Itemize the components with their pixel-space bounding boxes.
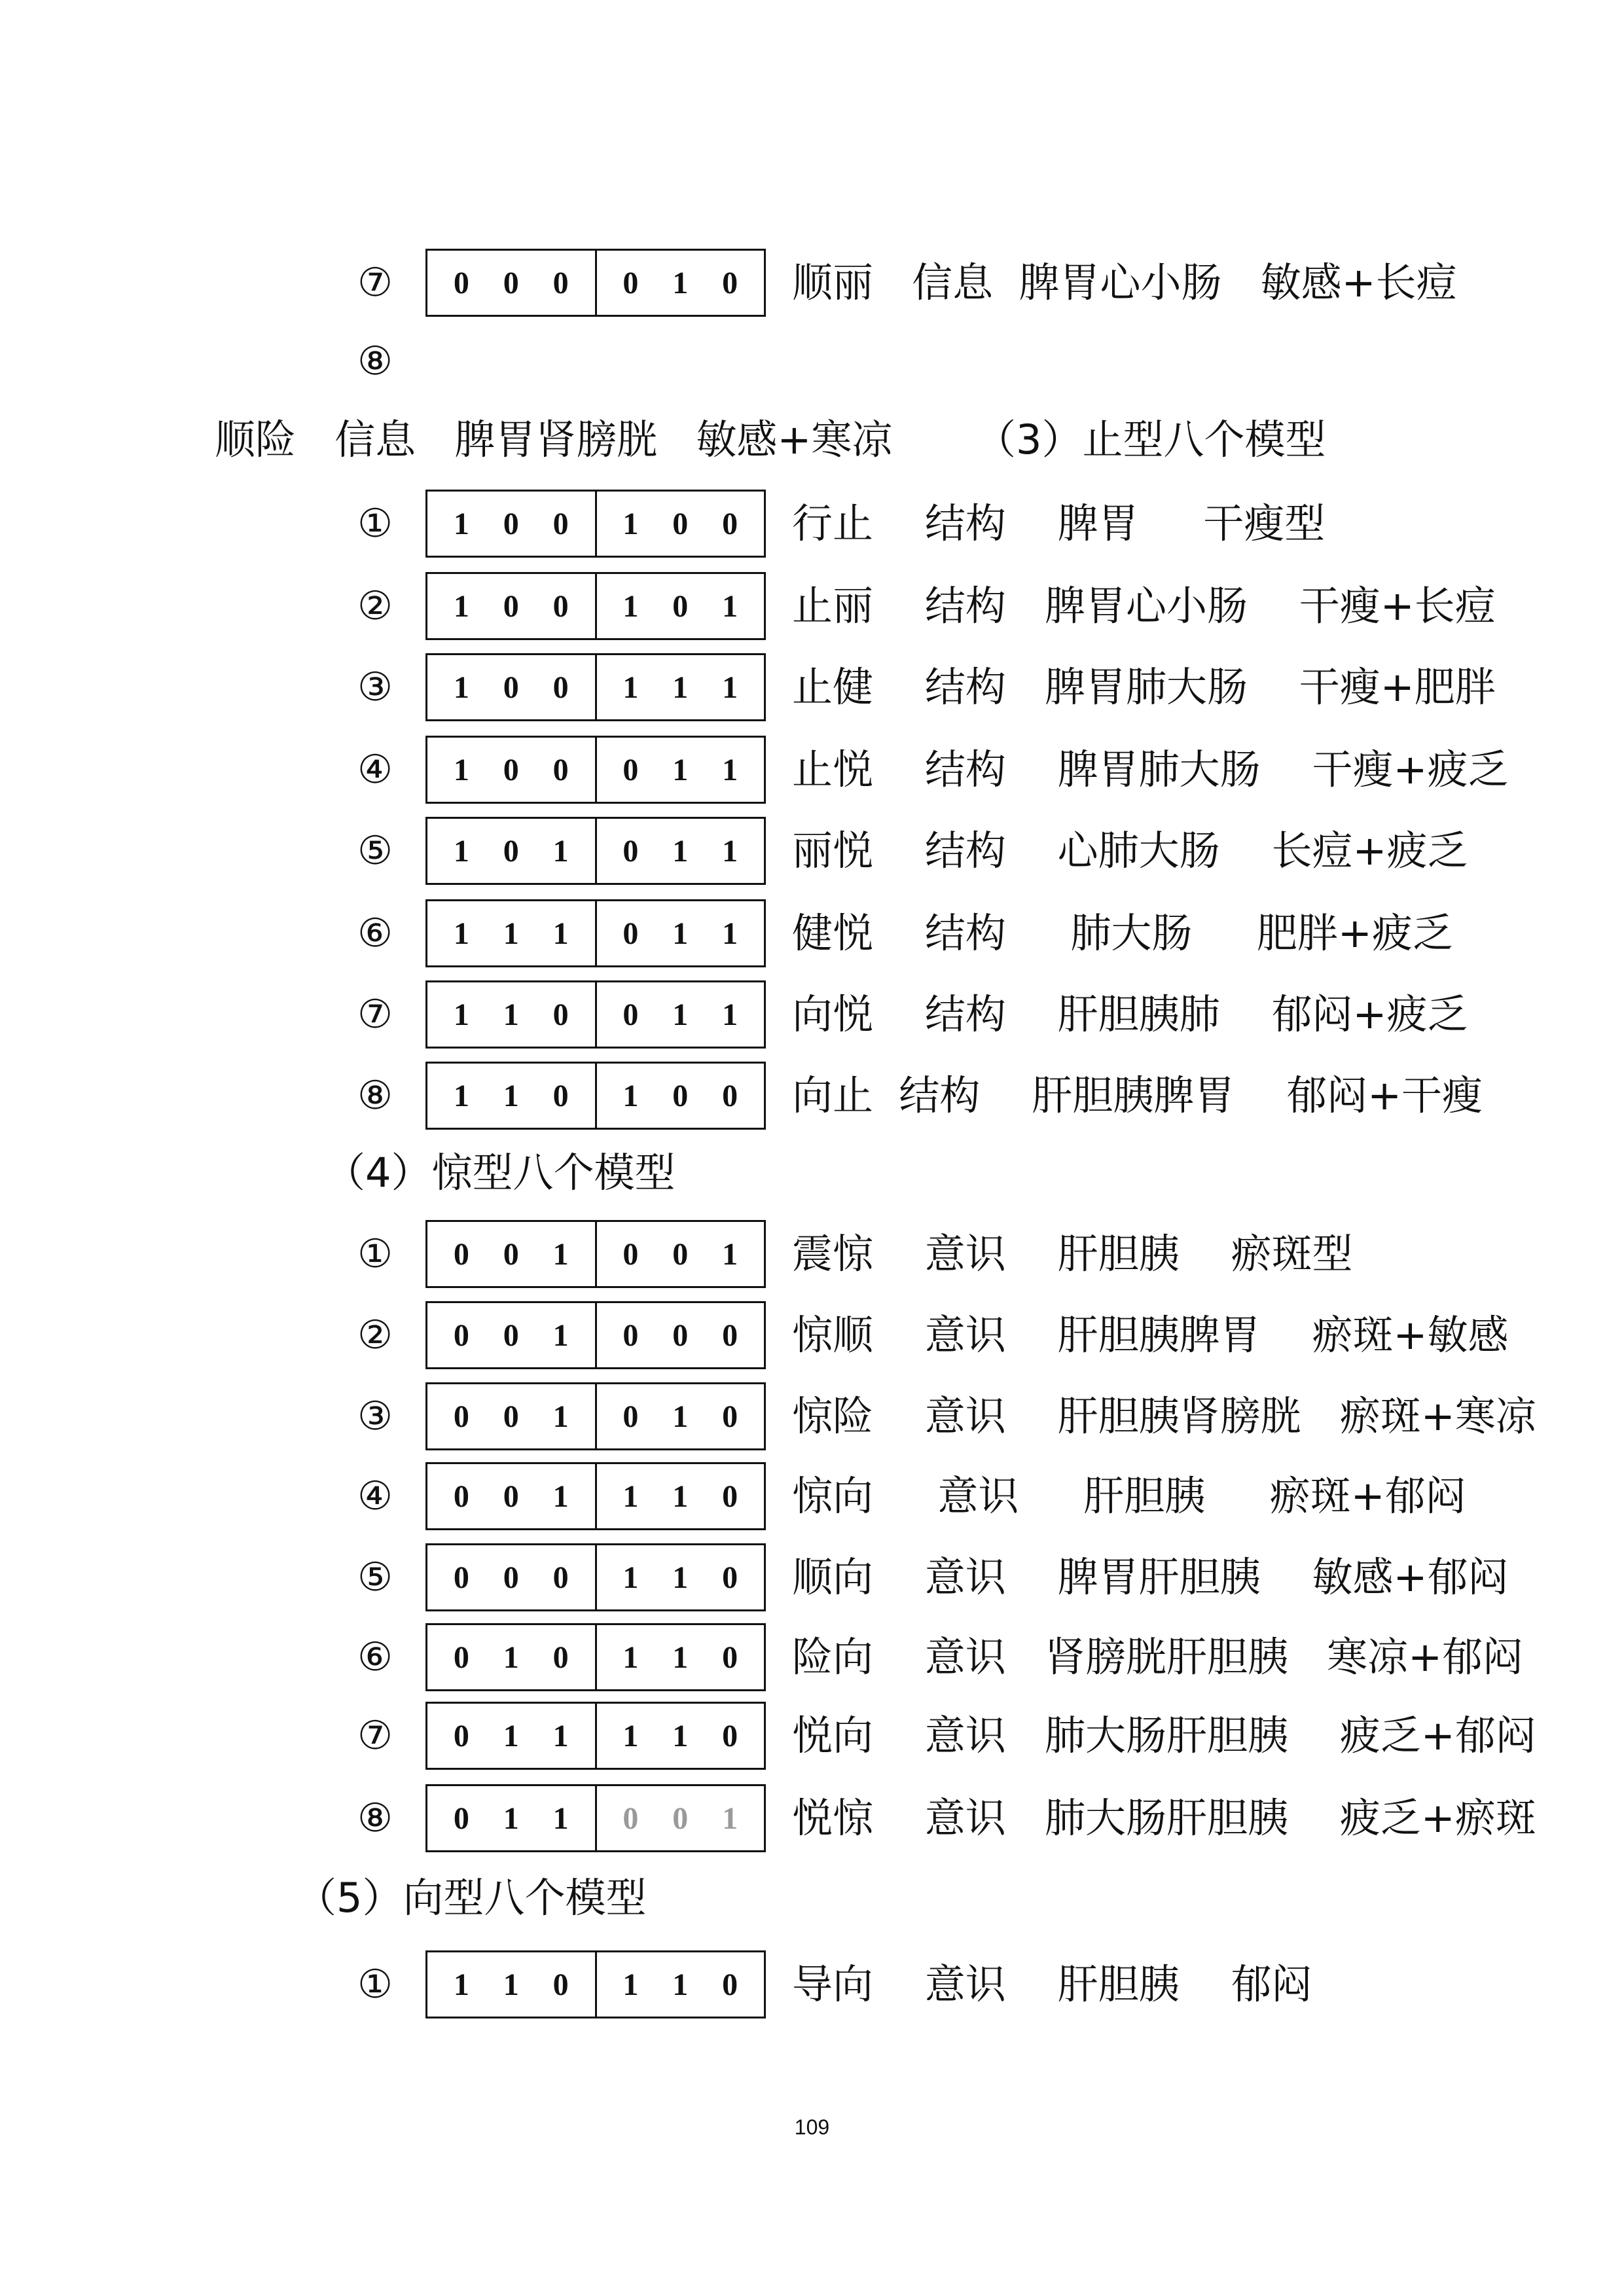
model-description: 震惊 意识 肝胆胰 瘀斑型 (792, 1230, 1353, 1278)
bit: 0 (672, 1801, 689, 1836)
model-description: 导向 意识 肝胆胰 郁闷 (792, 1960, 1312, 2008)
model-row (0, 648, 1624, 726)
lower-trigram (427, 574, 595, 638)
upper-trigram (595, 738, 765, 802)
bit: 0 (722, 1318, 738, 1353)
bit: 1 (623, 1718, 639, 1753)
bit: 0 (453, 1801, 469, 1836)
bit: 1 (453, 506, 469, 541)
bit: 1 (552, 1236, 569, 1272)
bit: 1 (722, 752, 738, 787)
bit: 0 (503, 1399, 519, 1434)
lower-trigram (427, 1704, 595, 1768)
bit: 0 (552, 997, 569, 1032)
circled-number: ⑦ (357, 992, 393, 1037)
bit: 1 (453, 752, 469, 787)
bit: 1 (672, 1479, 689, 1514)
bit: 1 (453, 1078, 469, 1113)
bit: 0 (503, 752, 519, 787)
upper-trigram (595, 1952, 765, 2017)
bit: 0 (722, 506, 738, 541)
bit: 0 (623, 1399, 639, 1434)
circled-number: ⑥ (357, 910, 393, 956)
bit: 0 (623, 833, 639, 869)
hexagram-code-box (425, 817, 766, 885)
bit: 0 (453, 1640, 469, 1675)
model-description: 险向 意识 肾膀胱肝胆胰 寒凉+郁闷 (792, 1633, 1524, 1681)
upper-trigram (595, 1303, 765, 1367)
bit: 1 (552, 1801, 569, 1836)
upper-trigram (595, 251, 765, 315)
bit: 1 (552, 916, 569, 951)
model-row (0, 812, 1624, 890)
bit: 0 (623, 265, 639, 300)
model-description: 惊向 意识 肝胆胰 瘀斑+郁闷 (792, 1472, 1466, 1520)
circled-number: ⑥ (357, 1634, 393, 1680)
model-description: 悦惊 意识 肺大肠肝胆胰 疲乏+瘀斑 (792, 1794, 1536, 1842)
bit: 0 (453, 1236, 469, 1272)
model-row (0, 1457, 1624, 1535)
bit: 0 (552, 1560, 569, 1595)
circled-number: ⑧ (357, 1795, 393, 1841)
circled-number: ④ (357, 1473, 393, 1519)
model-row (0, 1377, 1624, 1456)
bit: 1 (552, 1718, 569, 1753)
bit: 1 (722, 588, 738, 624)
bit: 1 (623, 1078, 639, 1113)
bit: 1 (503, 1718, 519, 1753)
model-description: 止健 结构 脾胃肺大肠 干瘦+肥胖 (792, 663, 1496, 711)
hexagram-code-box (425, 653, 766, 721)
model-row (0, 1215, 1624, 1293)
model-row (0, 975, 1624, 1054)
orphan-description: 顺险 信息 脾胃肾膀胱 敏感+寒凉 (215, 416, 893, 463)
model-row (0, 1945, 1624, 2024)
bit: 1 (672, 1640, 689, 1675)
lower-trigram (427, 655, 595, 719)
circled-number: ② (357, 583, 393, 629)
bit: 1 (453, 670, 469, 705)
bit: 1 (722, 670, 738, 705)
bit: 1 (552, 1399, 569, 1434)
model-row (0, 1618, 1624, 1696)
section-heading: （3）止型八个模型 (975, 416, 1326, 463)
bit: 0 (503, 833, 519, 869)
model-row (0, 243, 1624, 322)
model-row (0, 567, 1624, 645)
bit: 1 (552, 1479, 569, 1514)
lower-trigram (427, 738, 595, 802)
upper-trigram (595, 1384, 765, 1448)
lower-trigram (427, 1545, 595, 1609)
circled-number: ⑤ (357, 1554, 393, 1600)
model-description: 顺向 意识 脾胃肝胆胰 敏感+郁闷 (792, 1553, 1509, 1601)
bit: 0 (672, 1236, 689, 1272)
hexagram-code-box (425, 899, 766, 967)
bit: 1 (453, 997, 469, 1032)
upper-trigram (595, 1545, 765, 1609)
upper-trigram (595, 982, 765, 1047)
bit: 0 (722, 1560, 738, 1595)
bit: 1 (623, 588, 639, 624)
lower-trigram (427, 251, 595, 315)
upper-trigram (595, 492, 765, 556)
hexagram-code-box (425, 1623, 766, 1691)
bit: 0 (672, 506, 689, 541)
bit: 0 (672, 588, 689, 624)
hexagram-code-box (425, 1702, 766, 1770)
bit: 1 (722, 1801, 738, 1836)
bit: 1 (453, 588, 469, 624)
upper-trigram (595, 574, 765, 638)
bit: 1 (672, 1718, 689, 1753)
model-description: 止悦 结构 脾胃肺大肠 干瘦+疲乏 (792, 745, 1509, 793)
bit: 1 (503, 916, 519, 951)
model-description: 惊顺 意识 肝胆胰脾胃 瘀斑+敏感 (792, 1311, 1509, 1359)
model-row (0, 1779, 1624, 1857)
lower-trigram (427, 819, 595, 883)
circled-number: ① (357, 501, 393, 547)
bit: 0 (722, 1399, 738, 1434)
hexagram-code-box (425, 1382, 766, 1450)
bit: 0 (722, 1718, 738, 1753)
bit: 1 (623, 670, 639, 705)
hexagram-code-box (425, 1950, 766, 2018)
bit: 0 (552, 670, 569, 705)
bit: 0 (623, 1801, 639, 1836)
bit: 1 (672, 1967, 689, 2002)
bit: 0 (722, 1078, 738, 1113)
upper-trigram (595, 1625, 765, 1689)
circled-number: ① (357, 1962, 393, 2007)
circled-number: ② (357, 1312, 393, 1358)
lower-trigram (427, 1222, 595, 1286)
upper-trigram (595, 1704, 765, 1768)
upper-trigram (595, 901, 765, 965)
bit: 0 (623, 997, 639, 1032)
bit: 1 (672, 833, 689, 869)
model-description: 行止 结构 脾胃 干瘦型 (792, 499, 1326, 547)
hexagram-code-box (425, 736, 766, 804)
bit: 0 (453, 1718, 469, 1753)
bit: 1 (623, 506, 639, 541)
model-row (0, 484, 1624, 563)
hexagram-code-box (425, 490, 766, 558)
lower-trigram (427, 1384, 595, 1448)
bit: 1 (672, 752, 689, 787)
hexagram-code-box (425, 1462, 766, 1530)
bit: 1 (453, 916, 469, 951)
circled-number: ⑧ (357, 338, 393, 384)
bit: 1 (503, 1078, 519, 1113)
lower-trigram (427, 982, 595, 1047)
bit: 0 (623, 916, 639, 951)
bit: 1 (672, 1399, 689, 1434)
bit: 1 (623, 1560, 639, 1595)
bit: 1 (722, 916, 738, 951)
page-number: 109 (794, 2115, 830, 2139)
lower-trigram (427, 1952, 595, 2017)
model-row (0, 730, 1624, 809)
hexagram-code-box (425, 1543, 766, 1611)
section-heading: （5）向型八个模型 (296, 1874, 647, 1922)
circled-number: ⑦ (357, 260, 393, 306)
bit: 1 (722, 833, 738, 869)
bit: 1 (672, 997, 689, 1032)
section-heading: （4）惊型八个模型 (325, 1149, 676, 1196)
hexagram-code-box (425, 1301, 766, 1369)
bit: 0 (503, 670, 519, 705)
bit: 1 (503, 997, 519, 1032)
bit: 0 (722, 1640, 738, 1675)
model-description: 向悦 结构 肝胆胰肺 郁闷+疲乏 (792, 990, 1468, 1038)
bit: 0 (503, 506, 519, 541)
model-description: 悦向 意识 肺大肠肝胆胰 疲乏+郁闷 (792, 1712, 1536, 1759)
bit: 0 (552, 1967, 569, 2002)
bit: 0 (503, 1479, 519, 1514)
lower-trigram (427, 901, 595, 965)
bit: 1 (672, 916, 689, 951)
upper-trigram (595, 1786, 765, 1850)
circled-number: ③ (357, 1393, 393, 1439)
lower-trigram (427, 1464, 595, 1528)
bit: 0 (552, 588, 569, 624)
bit: 0 (552, 265, 569, 300)
bit: 0 (552, 1640, 569, 1675)
model-description: 向止 结构 肝胆胰脾胃 郁闷+干瘦 (792, 1071, 1483, 1119)
model-description: 止丽 结构 脾胃心小肠 干瘦+长痘 (792, 582, 1496, 630)
bit: 0 (672, 1078, 689, 1113)
bit: 0 (453, 1318, 469, 1353)
upper-trigram (595, 819, 765, 883)
bit: 1 (623, 1967, 639, 2002)
model-row (0, 1296, 1624, 1374)
bit: 0 (453, 265, 469, 300)
bit: 1 (672, 1560, 689, 1595)
lower-trigram (427, 492, 595, 556)
bit: 0 (503, 265, 519, 300)
circled-number: ③ (357, 664, 393, 710)
circled-number: ① (357, 1231, 393, 1277)
bit: 0 (453, 1399, 469, 1434)
upper-trigram (595, 1222, 765, 1286)
bit: 0 (552, 1078, 569, 1113)
bit: 1 (623, 1479, 639, 1514)
model-row (0, 894, 1624, 973)
hexagram-code-box (425, 1062, 766, 1130)
upper-trigram (595, 1464, 765, 1528)
bit: 1 (722, 997, 738, 1032)
bit: 1 (552, 833, 569, 869)
hexagram-code-box (425, 1220, 766, 1288)
model-description: 健悦 结构 肺大肠 肥胖+疲乏 (792, 909, 1453, 957)
bit: 0 (552, 752, 569, 787)
model-description: 顺丽 信息 脾胃心小肠 敏感+长痘 (792, 259, 1457, 306)
model-row (0, 1056, 1624, 1135)
model-description: 惊险 意识 肝胆胰肾膀胱 瘀斑+寒凉 (792, 1392, 1536, 1440)
bit: 0 (453, 1560, 469, 1595)
bit: 1 (722, 1236, 738, 1272)
hexagram-code-box (425, 249, 766, 317)
hexagram-code-box (425, 980, 766, 1049)
model-row (0, 1696, 1624, 1775)
model-row (0, 1538, 1624, 1617)
bit: 1 (453, 833, 469, 869)
bit: 0 (722, 1479, 738, 1514)
upper-trigram (595, 655, 765, 719)
lower-trigram (427, 1625, 595, 1689)
bit: 0 (722, 265, 738, 300)
hexagram-code-box (425, 572, 766, 640)
bit: 0 (503, 1236, 519, 1272)
model-description: 丽悦 结构 心肺大肠 长痘+疲乏 (792, 827, 1468, 874)
hexagram-code-box (425, 1784, 766, 1852)
bit: 1 (672, 670, 689, 705)
bit: 0 (503, 1318, 519, 1353)
bit: 1 (672, 265, 689, 300)
bit: 0 (552, 506, 569, 541)
bit: 1 (503, 1801, 519, 1836)
bit: 0 (503, 588, 519, 624)
circled-number: ④ (357, 747, 393, 793)
lower-trigram (427, 1303, 595, 1367)
lower-trigram (427, 1064, 595, 1128)
bit: 0 (453, 1479, 469, 1514)
circled-number: ⑧ (357, 1073, 393, 1119)
bit: 1 (503, 1640, 519, 1675)
bit: 1 (503, 1967, 519, 2002)
bit: 1 (453, 1967, 469, 2002)
circled-number: ⑤ (357, 828, 393, 874)
bit: 1 (623, 1640, 639, 1675)
model-row (0, 322, 1624, 401)
bit: 0 (672, 1318, 689, 1353)
bit: 0 (623, 752, 639, 787)
lower-trigram (427, 1786, 595, 1850)
bit: 0 (503, 1560, 519, 1595)
circled-number: ⑦ (357, 1713, 393, 1759)
bit: 1 (552, 1318, 569, 1353)
bit: 0 (722, 1967, 738, 2002)
bit: 0 (623, 1318, 639, 1353)
upper-trigram (595, 1064, 765, 1128)
bit: 0 (623, 1236, 639, 1272)
